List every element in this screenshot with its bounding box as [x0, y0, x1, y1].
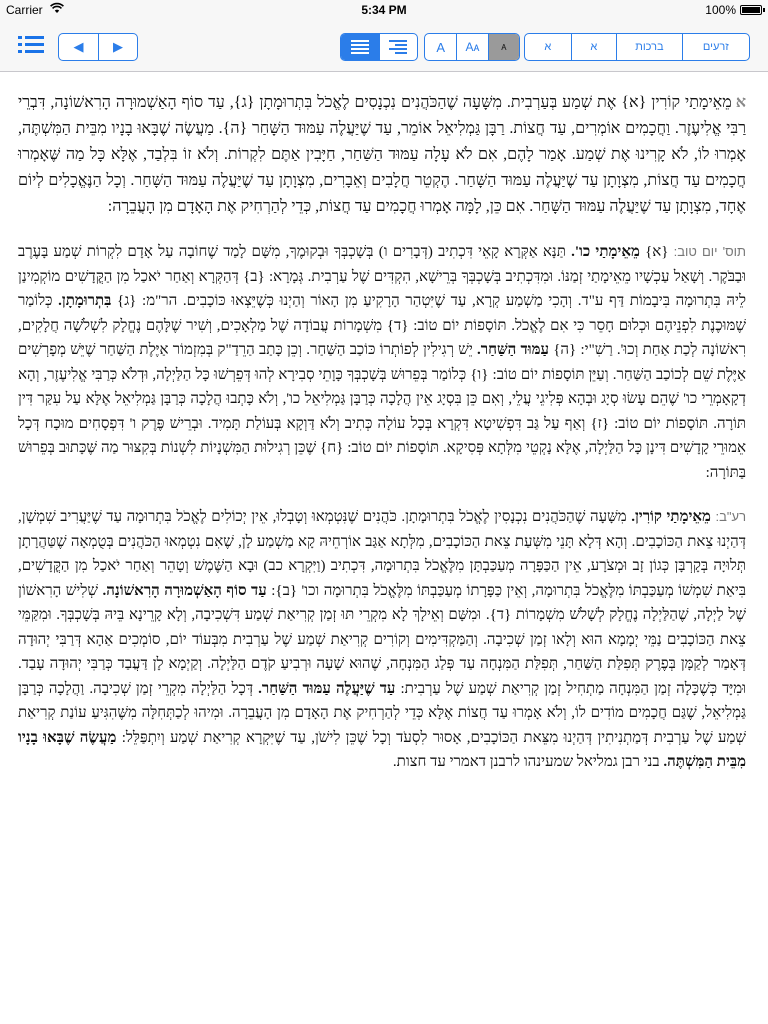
commentary-text: תַּנָּא אַקְּרָא קָאֵי דִּכְתִיב (דְּבָרִים ו) בְּשָׁכְבְּךָ וּבְקוּמֶךָ, מִשָּׁם לָמַד שֶׁחוֹבָה עַל אָדָם לִקְרוֹת שְׁמַע בָּעֶרֶב וּבַבֹּקֶר. וְשָׁאַל עַכְשָׁיו מֵאֵימָתַי זְמַנּוֹ. וּמִדִּכְתִיב בְּשָׁכְבְּךָ בְּרֵישָׁא, הִקְדִּים שֶׁל עַרְבִית. גְּמָרָא: {ב} דְּהַקְּרָא וְאַחַר יֹאכַל מִן הַקֳּדָשִׁים מוֹקְמִינַן לֵיהּ בִּתְרוּמָה בִּיבָמוֹת דַּף ע"ד. וְהָכִי מַשְׁמַע קְרָא, עַד שֶׁיִּטְהַר הָרָקִיעַ מִן הָאוֹר וְהַיְנוּ כְּשֶׁיֵּצְאוּ כּוֹכָבִים. הר"מ: {ג} [18, 244, 746, 309]
next-button[interactable]: ▶ [98, 34, 137, 60]
commentary-text: כְּלוֹמַר שֶׁמּוּכֶנֶת לִפְנֵיהֶם וּכְלוּם חָסֵר כִּי אִם לֶאֱכֹל. תּוֹסָפוֹת יוֹם טוֹב: {ד} מִשְׁמָרוֹת עֲבוֹדָה שֶׁל מַלְאָכִים, וְשִׁיר שֶׁלָּהֶם נֶחֱלָק לִשְׁלֹשָׁה חֲלָקִים, רִאשׁוֹנָה לְכַת אַחַת וְכוּ'. רַשִׁ"י: {ה} [18, 293, 746, 358]
tab-chapter[interactable]: א [571, 34, 617, 60]
justify-align-button[interactable] [341, 34, 379, 60]
right-align-button[interactable] [379, 34, 417, 60]
carrier-label: Carrier [6, 3, 43, 17]
commentary-text: דְּכָל הַלַּיְלָה מִקְרֵי זְמַן שְׁכִיבָה. וַהֲלָכָה כְּרַבָּן גַּמְלִיאֵל, שֶׁגַּם חֲכָמִים מוֹדִים לוֹ, וְלֹא אָמְרוּ עַד חֲצוֹת אֶלָּא כְּדֵי לְהַרְחִיק אֶת הָאָדָם מִן הָעֲבֵרָה. וּמִיהוּ לְכַתְּחִלָּה מִשֶּׁהִגִּיעַ עוֹנַת קְרִיאַת שְׁמַע שֶׁל עַרְבִית דְּמַתְנִיתִין דְּהַיְנוּ מִצֵּאת הַכּוֹכָבִים, אָסוּר לִסְעֹד וְכָל שֶׁכֵּן לִישֹׁן, עַד שֶׁיִּקְרָא קְרִיאַת שְׁמַע וְיִתְפַּלֵּל: [18, 680, 747, 746]
commentary-text: בני רבן גמליאל שמעינהו לרבנן דאמרי עד חצות. [392, 754, 664, 770]
status-time: 5:34 PM [361, 3, 407, 17]
bartenura-label: רע"ב: [715, 509, 747, 524]
mishnah-marker: א [735, 94, 746, 111]
font-size-medium-button[interactable]: Aᴀ [456, 34, 487, 60]
dibur-hamatchil: עַד סוֹף הָאַשְׁמוּרָה הָרִאשׁוֹנָה. [102, 582, 267, 599]
commentary-text: שְׁלִישׁ הָרִאשׁוֹן שֶׁל לַיְלָה, שֶׁהַלַּיְלָה נֶחֱלָק לְשָׁלֹשׁ מִשְׁמָרוֹת {ד}. וּמִשָּׁם וְאֵילָךְ לָא מִקְרֵי תּוּ זְמַן קְרִיאַת שְׁמַע דִּשְׁכִיבָה, וְלָא קָרֵינָא בֵּיהּ בְּשָׁכְבְּךָ. וּמִקַּמֵּי צֵאת הַכּוֹכָבִים נַמֵּי יְמָמָא הוּא וְלָאו זְמַן שְׁכִיבָה. וְהַמַּקְדִּימִים וְקוֹרִים קְרִיאַת שְׁמַע שֶׁל עַרְבִית מִבְּעוֹד יוֹם, סוֹמְכִים אַהָא דְּרַבִּי יְהוּדָה דְּאָמַר לְקַמָּן בְּפֶרֶק תְּפִלַּת הַשַּׁחַר, תְּפִלַּת הַמִּנְחָה עַד פְּלַג הַמִּנְחָה, שֶׁהוּא שָׁעָה וּרְבִיעַ קֹדֶם הַלַּיְלָה. וְקַיְמָא לָן דַּעֲבַד כְּרַבִּי יְהוּדָה עָבַד. וּמִיָּד כְּשֶׁכָּלָה זְמַן הַמִּנְחָה מַתְחִיל זְמַן קְרִיאַת שְׁמַע שֶׁל עַרְבִית: [18, 582, 746, 697]
font-size-small-button[interactable]: ᴀ [488, 34, 519, 60]
text-content[interactable] [0, 72, 768, 1024]
justify-align-icon [351, 40, 369, 54]
tab-mishnah[interactable]: א [544, 41, 552, 53]
list-icon[interactable] [18, 34, 44, 56]
prev-button[interactable]: ◀ [73, 39, 84, 54]
mishnah-body: מֵאֵימָתַי קוֹרִין {א} אֶת שְׁמַע בְּעַרְבִית. מִשָּׁעָה שֶׁהַכֹּהֲנִים נִכְנָסִים לֶאֱכֹל בִּתְרוּמָתָן {ג}, עַד סוֹף הָאַשְׁמוּרָה הָרִאשׁוֹנָה, דִּבְרֵי רַבִּי אֱלִיעֶזֶר. וַחֲכָמִים אוֹמְרִים, עַד חֲצוֹת. רַבָּן גַּמְלִיאֵל אוֹמֵר, עַד שֶׁיַּעֲלֶה עַמּוּד הַשָּׁחַר {ה}. מַעֲשֶׂה שֶׁבָּאוּ בָנָיו מִבֵּית הַמִּשְׁתֶּה, אָמְרוּ לוֹ, לֹא קָרִינוּ אֶת שְׁמַע. אָמַר לָהֶם, אִם לֹא עָלָה עַמּוּד הַשַּׁחַר, חַיָּבִין אַתֶּם לִקְרוֹת. וְלֹא זוֹ בִּלְבַד, אֶלָּא כָּל מַה שֶּׁאָמְרוּ חֲכָמִים עַד חֲצוֹת, מִצְוָתָן עַד שֶׁיַּעֲלֶה עַמּוּד הַשָּׁחַר. הֶקְטֵר חֲלָבִים וְאֵבָרִים, מִצְוָתָן עַד שֶׁיַּעֲלֶה עַמּוּד הַשָּׁחַר. וְכָל הַנֶּאֱכָלִים לְיוֹם אֶחָד, מִצְוָתָן עַד שֶׁיַּעֲלֶה עַמּוּד הַשָּׁחַר. אִם כֵּן, לָמָּה אָמְרוּ חֲכָמִים עַד חֲצוֹת, כְּדֵי לְהַרְחִיק אֶת הָאָדָם מִן הָעֲבֵרָה: [18, 94, 746, 215]
bartenura [18, 505, 746, 775]
dibur-hamatchil: בִּתְרוּמָתָן. [58, 293, 112, 309]
section-tabs [524, 33, 750, 61]
commentary-text: מִשָּׁעָה שֶׁהַכֹּהֲנִים נִכְנָסִין לֶאֱכֹל בִּתְרוּמָתָן. כֹּהֲנִים שֶׁנִּטְמְאוּ וְטָבְלוּ, אֵין יְכוֹלִים לֶאֱכֹל בִּתְרוּמָה עַד שֶׁיַּעֲרִיב שִׁמְשָׁן, דְּהַיְנוּ צֵאת הַכּוֹכָבִים. וְהָא דְּלָא תָּנֵי מִשְּׁעַת צֵאת הַכּוֹכָבִים, מִלְּתָא אַגַּב אוֹרְחֵיהּ קָא מַשְׁמַע לָן, שֶׁאִם נִטְמְאוּ הַכֹּהֲנִים בְּטֻמְאָה שֶׁטַּהֲרָתָן תְּלוּיָה בְּקָרְבָּן כְּגוֹן זָב וּמְצֹרָע, אֵין הַכַּפָּרָה מְעַכַּבְתָּן מִלֶּאֱכֹל בִּתְרוּמָה, דִּכְתִיב (וַיִּקְרָא כב) וּבָא הַשֶּׁמֶשׁ וְטָהֵר וְאַחַר יֹאכַל מִן הַקֳּדָשִׁים, בִּיאַת שִׁמְשׁוֹ מְעַכַּבְתּוֹ מִלֶּאֱכֹל בִּתְרוּמָה, וְאֵין כַּפָּרָתוֹ מְעַכַּבְתּוֹ מִלֶּאֱכֹל בִּתְרוּמָה וכו' {ב}: [18, 509, 746, 599]
dibur-hamatchil: עַד שֶׁיַּעֲלֶה עַמּוּד הַשַּׁחַר. [258, 680, 396, 697]
status-bar [0, 0, 768, 20]
dibur-hamatchil: מֵאֵימָתַי קוֹרִין. [631, 509, 711, 525]
dibur-hamatchil: עַמּוּד הַשַּׁחַר. [477, 342, 549, 358]
font-size-segment [424, 33, 520, 61]
tab-zeraim[interactable]: זרעים [682, 34, 749, 60]
battery-icon [740, 5, 762, 15]
battery-percent: 100% [705, 3, 736, 17]
toolbar [0, 20, 768, 72]
commentary-text: יֵשׁ רְגִילִין לְפוֹתְרוֹ כּוֹכַב הַשַּׁחַר. וְכֵן כָּתַב הַרֵדַ"ק בְּמִזְמוֹר אַיֶּלֶת הַשַּׁחַר שֶׁיֵּשׁ מְפָרְשִׁים אַיֶּלֶת שֵׁם לְכוֹכַב הַשַּׁחַר. וְעַיֵּן תּוֹסָפוֹת יוֹם טוֹב: {ו} כְּלוֹמַר בְּפֵרוּשׁ בְּשָׁכְבְּךָ כָּוָתֵי סְבִירָא לְהוּ דְּפֵרְשׁוּ כָּל הַלַּיְלָה, וּדְלֹא כְּרַבִּי אֱלִיעֶזֶר, וְהָא דְקָאָמְרֵי כו' שֶׁהֵם עָשׂוּ סְיָג וּבְהָא פְּלִיגֵי עֲלֵי, וְאִם כֵּן בִּסְיָג אֵין הֲלָכָה כְּרַבָּן גַּמְלִיאֵל כו', וְלֹא כָּתְבוּ הֲלָכָה כְּרַבָּן גַּמְלִיאֵל אֶלָּא עַל עִקַּר דִּין תּוֹרָה. תּוֹסָפוֹת יוֹם טוֹב: {ז} וְאַף עַל גַּב דִּפְשִׁיטָא דִּקְרָא בְּכָל עוֹלָה כְּתִיב וְלֹא דַּוְקָא בְּעוֹלַת תָּמִיד. וּבְרֵישׁ פֶּרֶק ו' דִּפְסָחִים מוּכָח דְּכָל אֵמוּרֵי קָדָשִׁים דִּינָן כָּל הַלַּיְלָה, אֶלָּא נָקְטֵי מִלְּתָא פְּסִיקָא. תּוֹסָפוֹת יוֹם טוֹב: {ח} שֶׁכֵּן רְגִילוּת הַמִּשְׁנָיוֹת לִשְׁנוֹת בְּקִצּוּר מַה שֶּׁכָּתוּב בְּפֵרוּשׁ בַּתּוֹרָה: [18, 342, 746, 481]
dibur-hamatchil: מֵאֵימָתַי כו'. [571, 244, 640, 260]
tab-berakhot[interactable]: ברכות [616, 34, 681, 60]
right-align-icon [389, 40, 407, 54]
tosafot-label: תוס' יום טוב: [673, 244, 746, 259]
tosafot-yom-tov [18, 240, 746, 485]
dibur-hamatchil: מַעֲשֶׂה שֶׁבָּאוּ בָנָיו מִבֵּית הַמִּשְׁתֶּה. [18, 729, 746, 770]
alignment-segment [340, 33, 418, 61]
nav-segment [58, 33, 138, 61]
font-size-large-button[interactable]: A [436, 39, 445, 55]
mishnah-text [18, 90, 746, 220]
commentary-text: {א} [639, 244, 674, 260]
